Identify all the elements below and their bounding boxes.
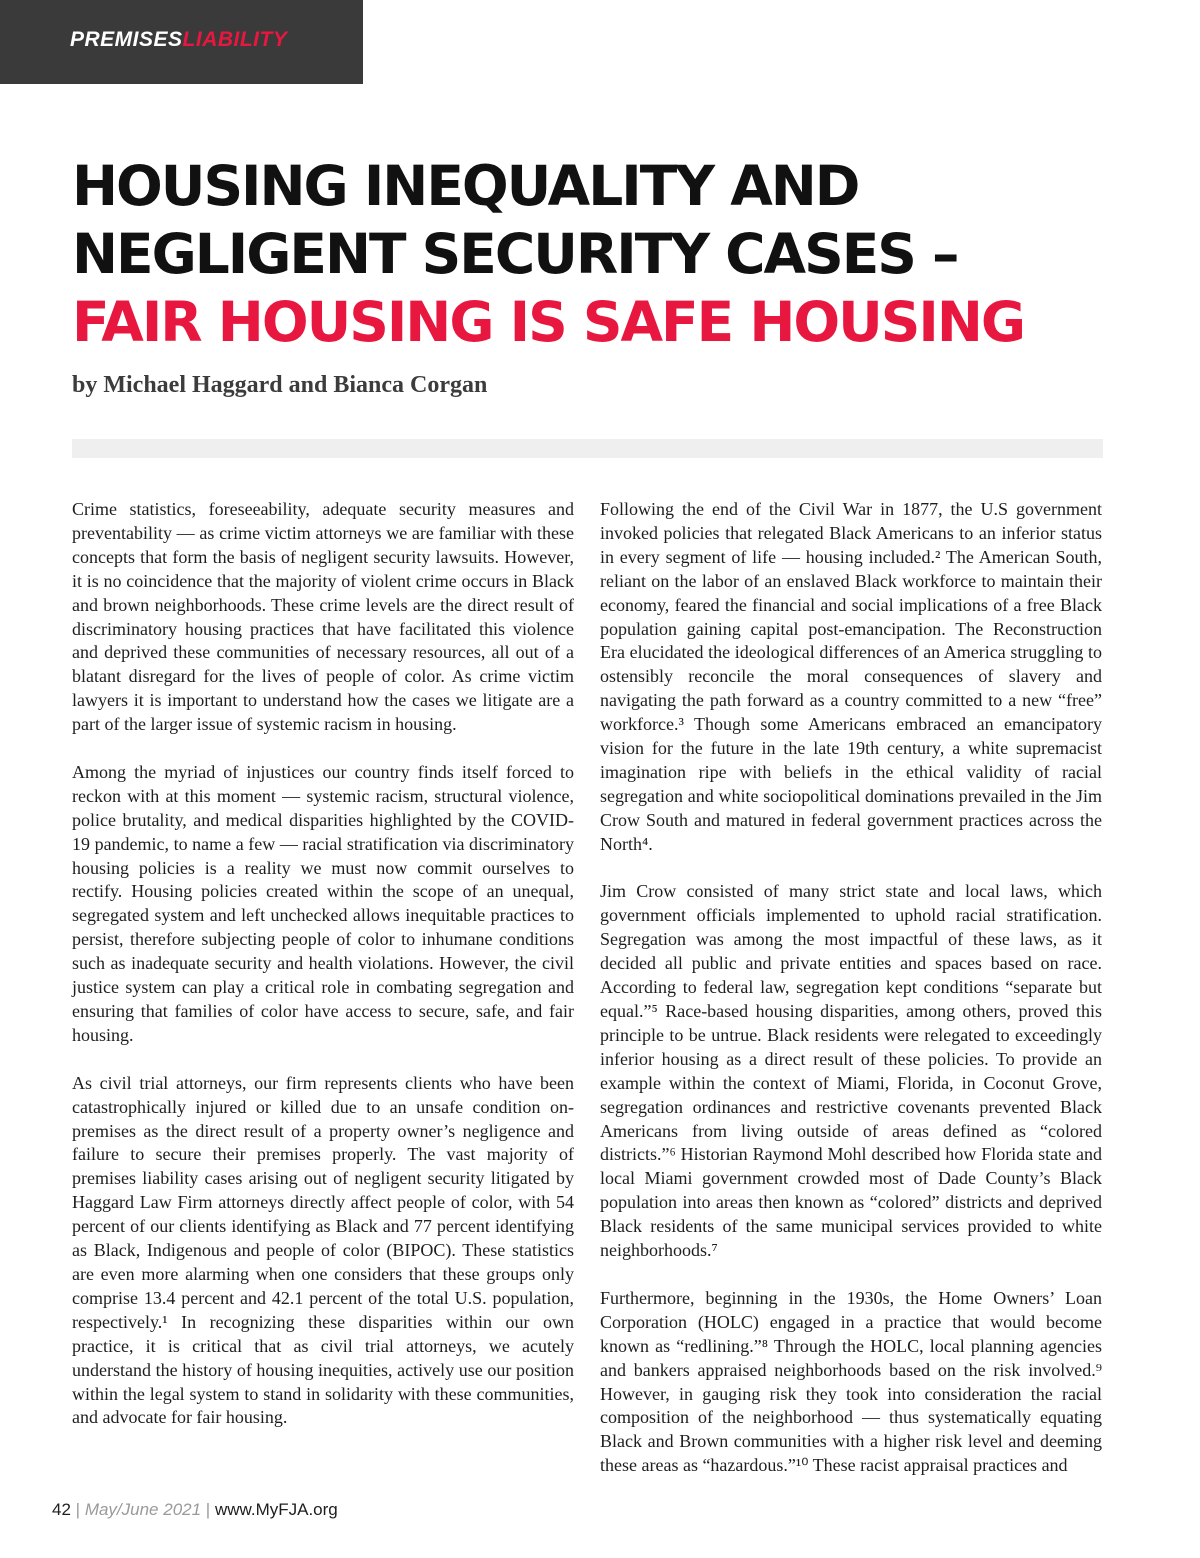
website-link[interactable]: www.MyFJA.org bbox=[214, 1500, 338, 1519]
title-line-2: NEGLIGENT SECURITY CASES – bbox=[72, 222, 958, 286]
section-tag-label bbox=[70, 28, 287, 52]
section-tag-part2: LIABILITY bbox=[182, 28, 288, 51]
right-paragraph-2: Jim Crow consisted of many strict state and local laws, which government officials implemented to uphold racial stratification. Segregation was among the most impactful of these laws, as it decided all public and private entities and spaces based on race. According to federal law, segregation kept conditions “separate but equal.”⁵ Race-based housing disparities, among others, proved this principle to be untrue. Black residents were relegated to exceedingly inferior housing as a direct result of these policies. To provide an example within the context of Miami, Florida, in Coconut Grove, segregation ordinances and restrictive covenants prevented Black Americans from living outside of areas defined as “colored districts.”⁶ Historian Raymond Mohl described how Florida state and local Miami government crowded most of Dade County’s Black population into areas then known as “colored” districts and deprived Black residents of the same municipal services provided to white neighborhoods.⁷ bbox=[600, 881, 1102, 1261]
page-number: 42 bbox=[52, 1500, 71, 1519]
footer-separator-1: | bbox=[75, 1500, 81, 1519]
right-paragraph-1: Following the end of the Civil War in 1877, the U.S government invoked policies that relegated Black Americans to an inferior status in every segment of life — housing included.² The American South, reliant on the labor of an enslaved Black workforce to maintain their economy, feared the financial and social implications of a free Black population gaining capital post-emancipation. The Reconstruction Era elucidated the ideological differences of an America struggling to ostensibly reconcile the moral consequences of slavery and navigating the path forward as a country committed to a new “free” workforce.³ Though some Americans embraced an emancipatory vision for the future in the late 19th century, a white supremacist imagination ripe with beliefs in the ethical validity of racial segregation and white sociopolitical dominations prevailed in the Jim Crow South and matured in federal government practices across the North⁴. bbox=[600, 499, 1102, 854]
left-paragraph-1: Crime statistics, foreseeability, adequate security measures and preventability — as crime victim attorneys we are familiar with these concepts that form the basis of negligent security lawsuits. However, it is no coincidence that the majority of violent crime occurs in Black and brown neighborhoods. These crime levels are the direct result of discriminatory housing practices that have facilitated this violence and deprived these communities of necessary resources, all out of a blatant disregard for the lives of people of color. As crime victim lawyers it is important to understand how the cases we litigate are a part of the larger issue of systemic racism in housing. bbox=[72, 499, 574, 735]
footer-separator-2: | bbox=[205, 1500, 211, 1519]
divider-bar bbox=[72, 439, 1103, 458]
left-column bbox=[72, 498, 574, 1430]
article-title bbox=[72, 152, 1132, 356]
left-paragraph-3: As civil trial attorneys, our firm represents clients who have been catastrophically injured or killed due to an unsafe condition on-premises as the direct result of a property owner’s negligence and failure to secure their premises properly. The vast majority of premises liability cases arising out of negligent security litigated by Haggard Law Firm attorneys directly affect people of color, with 54 percent of our clients identifying as Black and 77 percent identifying as Black, Indigenous and people of color (BIPOC). These statistics are even more alarming when one considers that these groups only comprise 13.4 percent and 42.1 percent of the total U.S. population, respectively.¹ In recognizing these disparities within our own practice, it is critical that as civil trial attorneys, we acutely understand the history of housing inequities, actively use our position within the legal system to stand in solidarity with these communities, and advocate for fair housing. bbox=[72, 1072, 574, 1428]
section-tag bbox=[0, 0, 363, 84]
page-footer bbox=[52, 1500, 338, 1520]
title-line-1: HOUSING INEQUALITY AND bbox=[72, 154, 859, 218]
left-paragraph-2: Among the myriad of injustices our country finds itself forced to reckon with at this moment — systemic racism, structural violence, police brutality, and medical disparities highlighted by the COVID-19 pandemic, to name a few — racial stratification via discriminatory housing policies is a reality we must now commit ourselves to rectify. Housing policies created within the scope of an unequal, segregated system and left unchecked allows inequitable practices to persist, therefore subjecting people of color to inhumane conditions such as inadequate security and health violations. However, the civil justice system can play a critical role in combating segregation and ensuring that families of color have access to secure, safe, and fair housing. bbox=[72, 761, 574, 1045]
right-paragraph-3: Furthermore, beginning in the 1930s, the Home Owners’ Loan Corporation (HOLC) engaged in a practice that would become known as “redlining.”⁸ Through the HOLC, local planning agencies and bankers appraised neighborhoods based on the risk involved.⁹ However, in gauging risk they took into consideration the racial composition of the neighborhood — thus systematically equating Black and Brown communities with a higher risk level and deeming these areas as “hazardous.”¹⁰ These racist appraisal practices and bbox=[600, 1287, 1102, 1476]
byline: by Michael Haggard and Bianca Corgan bbox=[72, 372, 488, 398]
issue-date: May/June 2021 bbox=[84, 1500, 202, 1519]
section-tag-part1: PREMISES bbox=[70, 28, 183, 51]
right-column bbox=[600, 498, 1102, 1478]
title-line-3: FAIR HOUSING IS SAFE HOUSING bbox=[72, 290, 1025, 354]
